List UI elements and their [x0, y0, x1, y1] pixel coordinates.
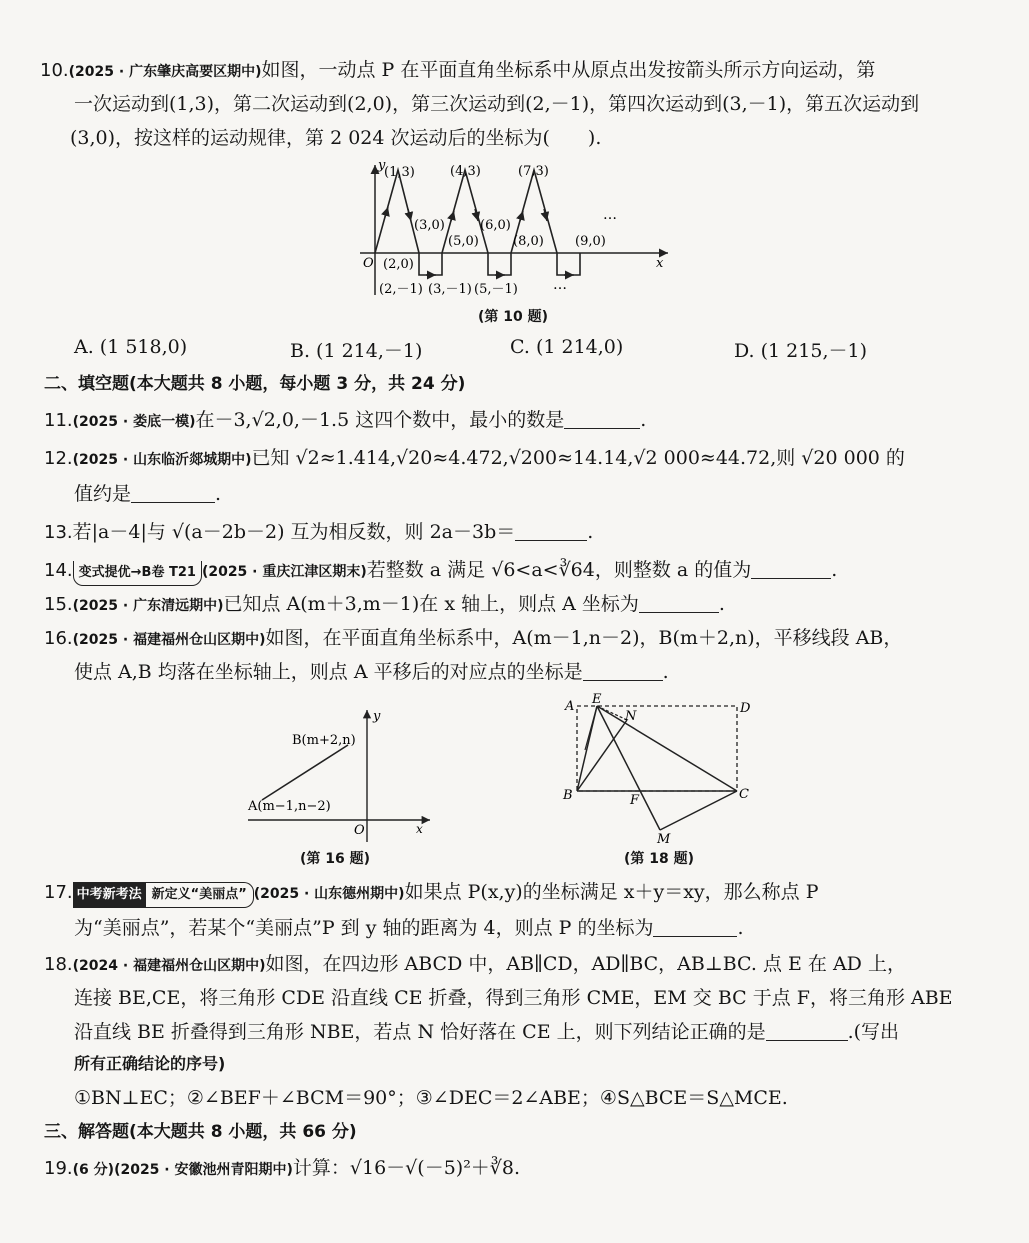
q18-line3: 沿直线 BE 折叠得到三角形 NBE，若点 N 恰好落在 CE 上，则下列结论正确的是 .(写出: [74, 1021, 900, 1043]
label-8-0: (8,0): [513, 234, 544, 249]
label-5-0: (5,0): [448, 234, 479, 249]
q18-statements: ①BN⊥EC；②∠BEF＋∠BCM＝90°；③∠DEC＝2∠ABE；④S△BCE＝S△MCE.: [74, 1087, 788, 1109]
q12-answer-blank[interactable]: [131, 484, 215, 503]
point-a-label: A: [565, 699, 575, 714]
label-7-3: (7,3): [518, 164, 549, 179]
question-number: 10.: [40, 60, 69, 81]
q12-line1: 12.(2025 · 山东临沂郯城期中)已知 √2≈1.414,√20≈4.472,√200≈14.14,√2 000≈44.72,则 √20 000 的: [44, 447, 905, 469]
q10-figure: [350, 155, 680, 305]
q16-line1: 16.(2025 · 福建福州仓山区期中)如图，在平面直角坐标系中，A(m－1,n－2)，B(m＋2,n)，平移线段 AB，: [44, 627, 903, 649]
point-n-label: N: [625, 709, 637, 724]
point-e-label: E: [592, 692, 602, 707]
q10-option-d[interactable]: D. (1 215,－1): [734, 340, 867, 362]
label-2-0: (2,0): [383, 257, 414, 272]
label-9-0: (9,0): [575, 234, 606, 249]
ellipsis-top: …: [603, 207, 617, 223]
point-c-label: C: [739, 787, 749, 802]
q17-line1: 17. 中考新考法 新定义“美丽点” (2025 · 山东德州期中)如果点 P(x,y)的坐标满足 x＋y＝xy，那么称点 P: [44, 880, 818, 908]
label-3-0: (3,0): [414, 218, 445, 233]
q10-option-a[interactable]: A. (1 518,0): [74, 336, 188, 358]
origin-label: O: [354, 823, 365, 838]
q10-option-b[interactable]: B. (1 214,－1): [290, 340, 423, 362]
x-axis-label: x: [416, 822, 423, 836]
point-a-label: A(m−1,n−2): [248, 799, 331, 814]
q15-answer-blank[interactable]: [639, 594, 719, 613]
q15: 15.(2025 · 广东清远期中)已知点 A(m＋3,m－1)在 x 轴上，则点 A 坐标为 .: [44, 593, 725, 615]
q14-answer-blank[interactable]: [751, 560, 831, 579]
x-axis-label: x: [656, 256, 664, 271]
q13-answer-blank[interactable]: [515, 522, 587, 541]
question-source: (2025 · 广东肇庆高要区期中): [68, 64, 262, 80]
q10-line1: [40, 58, 875, 84]
label-6-0: (6,0): [480, 218, 511, 233]
label-2-neg1: (2,－1): [379, 282, 423, 297]
tag-new-definition: 新定义“美丽点”: [146, 882, 254, 908]
label-3-neg1: (3,－1): [428, 282, 472, 297]
q13: 13.若|a－4|与 √(a－2b－2) 互为相反数，则 2a－3b＝ .: [44, 521, 594, 543]
q10-line3: (3,0)，按这样的运动规律，第 2 024 次运动后的坐标为( ).: [70, 127, 602, 149]
q18-line4: 所有正确结论的序号): [74, 1054, 226, 1073]
q11-answer-blank[interactable]: [564, 410, 640, 429]
q14: 14. 变式提优→B卷 T21 (2025 · 重庆江津区期末)若整数 a 满足 √6<a<∛64，则整数 a 的值为 .: [44, 558, 837, 586]
q11: 11.(2025 · 娄底一模)在－3,√2,0,－1.5 这四个数中，最小的数是 .: [44, 409, 647, 431]
q16-answer-blank[interactable]: [583, 662, 663, 681]
point-m-label: M: [657, 832, 671, 847]
question-text: 如图，一动点 P 在平面直角坐标系中从原点出发按箭头所示方向运动，第: [261, 59, 876, 81]
q16-line2: 使点 A,B 均落在坐标轴上，则点 A 平移后的对应点的坐标是 .: [74, 661, 669, 683]
point-b-label: B: [563, 788, 573, 803]
q18-line1: 18.(2024 · 福建福州仓山区期中)如图，在四边形 ABCD 中，AB∥CD，AD∥BC，AB⊥BC. 点 E 在 AD 上，: [44, 953, 906, 975]
point-b-label: B(m+2,n): [292, 733, 356, 748]
q18-line2: 连接 BE,CE，将三角形 CDE 沿直线 CE 折叠，得到三角形 CME，EM 交 BC 于点 F，将三角形 ABE: [74, 987, 953, 1009]
q16-figure: [240, 700, 440, 850]
q18-answer-blank[interactable]: [766, 1022, 848, 1041]
q17-line2: 为“美丽点”，若某个“美丽点”P 到 y 轴的距离为 4，则点 P 的坐标为 .: [74, 917, 744, 939]
tag-new-method: 中考新考法: [73, 882, 146, 908]
section-3-heading: 三、解答题(本大题共 8 小题，共 66 分): [44, 1122, 357, 1142]
section-2-heading: 二、填空题(本大题共 8 小题，每小题 3 分，共 24 分): [44, 374, 466, 394]
ellipsis-bottom: …: [553, 277, 567, 293]
y-axis-label: y: [378, 158, 386, 173]
label-4-3: (4,3): [450, 164, 481, 179]
variant-tag: 变式提优→B卷 T21: [73, 561, 202, 586]
q10-option-c[interactable]: C. (1 214,0): [510, 336, 624, 358]
q10-caption: (第 10 题): [478, 309, 549, 325]
q17-answer-blank[interactable]: [653, 918, 737, 937]
point-d-label: D: [740, 701, 751, 716]
q16-caption: (第 16 题): [300, 851, 371, 867]
label-1-3: (1,3): [384, 165, 415, 180]
q18-figure: [555, 692, 765, 847]
y-axis-label: y: [373, 709, 381, 724]
q18-caption: (第 18 题): [624, 851, 695, 867]
q12-line2: 值约是 .: [74, 483, 222, 505]
q19: 19.(6 分)(2025 · 安徽池州青阳期中)计算：√16－√(－5)²＋∛8.: [44, 1157, 521, 1179]
q10-line2: 一次运动到(1,3)，第二次运动到(2,0)，第三次运动到(2,－1)，第四次运动到(3,－1)，第五次运动到: [74, 93, 920, 115]
label-5-neg1: (5,－1): [474, 282, 518, 297]
point-f-label: F: [630, 793, 640, 808]
origin-label: O: [363, 256, 374, 271]
